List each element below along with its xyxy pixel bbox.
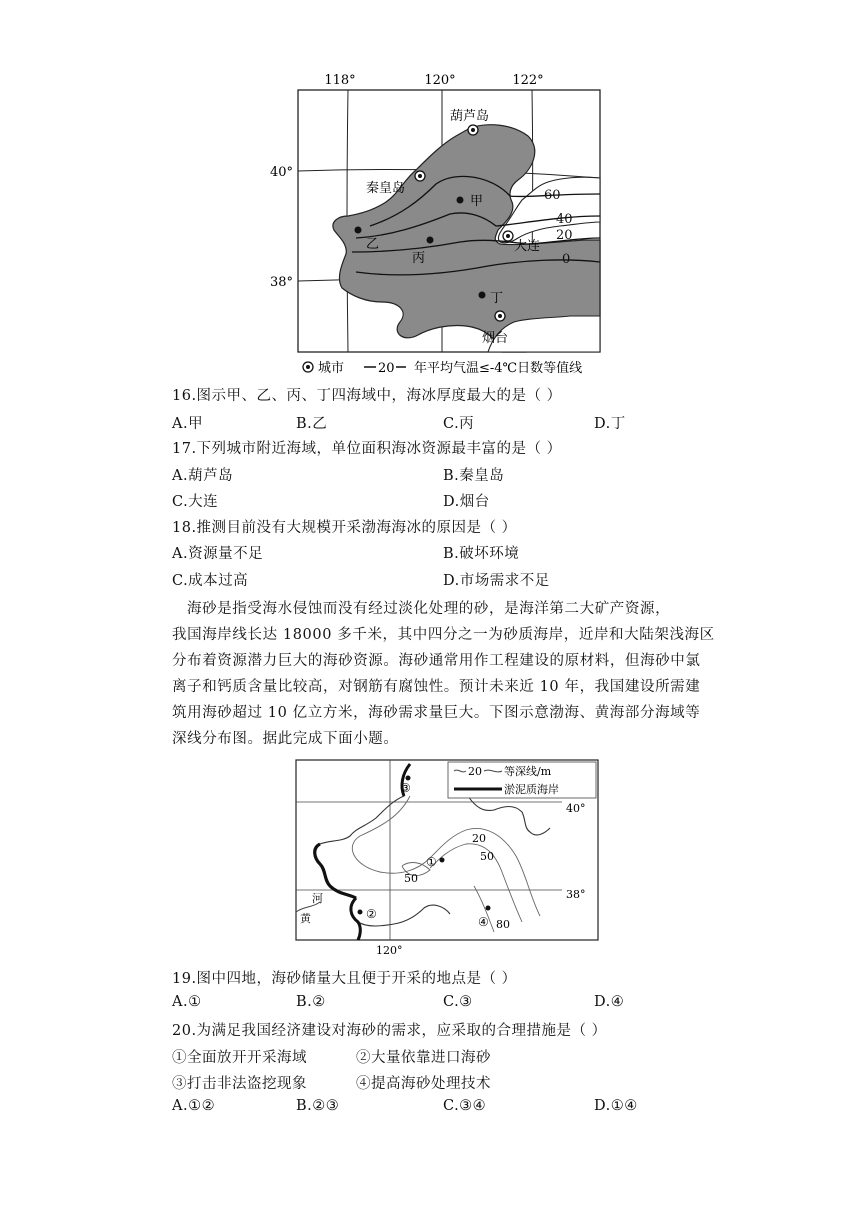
map2-lat-label-38: 38°	[566, 888, 586, 901]
city-label-dalian: 大连	[514, 239, 541, 254]
city-marker-qinhuangdao	[415, 171, 425, 181]
point-yi-label: 乙	[366, 237, 380, 252]
q18-option-a[interactable]: A.资源量不足	[172, 546, 264, 562]
map2-site-4-label: ④	[478, 915, 489, 929]
q18-option-c[interactable]: C.成本过高	[172, 573, 249, 589]
city-label-qinhuangdao: 秦皇岛	[366, 181, 406, 196]
map2-legend-coast-text: 淤泥质海岸	[504, 783, 559, 796]
q17-option-c[interactable]: C.大连	[172, 494, 219, 510]
passage-line-5: 筑用海砂超过 10 亿立方米，海砂需求量巨大。下图示意渤海、黄海部分海域等	[172, 705, 701, 721]
lon-label-118: 118°	[324, 73, 356, 88]
q16-option-b[interactable]: B.乙	[296, 416, 328, 432]
lon-label-120: 120°	[424, 73, 456, 88]
passage-line-4: 离子和钙质含量比较高，对钢筋有腐蚀性。预计未来近 10 年，我国建设所需建	[172, 679, 701, 695]
q16-stem: 16.图示甲、乙、丙、丁四海域中，海冰厚度最大的是（ ）	[172, 388, 562, 404]
q19-option-b[interactable]: B.②	[296, 994, 326, 1010]
q20-option-c[interactable]: C.③④	[443, 1098, 487, 1114]
map2-river-char-2: 黄	[300, 912, 311, 925]
q19-stem: 19.图中四地，海砂储量大且便于开采的地点是（ ）	[172, 971, 517, 987]
point-jia-label: 甲	[470, 194, 484, 209]
q17-option-b[interactable]: B.秦皇岛	[443, 468, 505, 484]
contour-label-60: 60	[544, 188, 561, 203]
q20-option-d[interactable]: D.①④	[594, 1098, 638, 1114]
legend-line-value: 20	[378, 361, 395, 376]
passage-line-6: 深线分布图。据此完成下面小题。	[172, 731, 399, 747]
bohai-sea-ice-map	[260, 66, 620, 382]
point-yi-dot	[355, 227, 362, 234]
legend-city-label: 城市	[318, 361, 345, 376]
q19-option-a[interactable]: A.①	[172, 994, 202, 1010]
q20-option-b[interactable]: B.②③	[296, 1098, 340, 1114]
lat-label-38: 38°	[270, 275, 294, 290]
map2-site-3-dot	[406, 776, 411, 781]
q16-option-a[interactable]: A.甲	[172, 416, 204, 432]
passage-line-1: 海砂是指受海水侵蚀而没有经过淡化处理的砂，是海洋第二大矿产资源，	[187, 601, 671, 617]
city-marker-yantai	[495, 311, 505, 321]
q20-statement-3: ③打击非法盗挖现象	[172, 1076, 307, 1092]
point-ding-label: 丁	[490, 291, 504, 306]
city-marker-huludao	[468, 125, 478, 135]
q20-stem: 20.为满足我国经济建设对海砂的需求，应采取的合理措施是（ ）	[172, 1023, 607, 1039]
map2-site-4-dot	[486, 906, 491, 911]
map2-site-3-label: ③	[400, 781, 411, 795]
lon-label-122: 122°	[512, 73, 544, 88]
q17-option-a[interactable]: A.葫芦岛	[172, 468, 234, 484]
q19-option-c[interactable]: C.③	[443, 994, 473, 1010]
q19-option-d[interactable]: D.④	[594, 994, 625, 1010]
q18-stem: 18.推测目前没有大规模开采渤海海冰的原因是（ ）	[172, 520, 517, 536]
map2-depth-label-80: 80	[496, 918, 510, 931]
contour-label-0: 0	[562, 252, 571, 267]
map2-depth-label-50-west: 50	[404, 872, 418, 885]
point-jia-dot	[457, 197, 464, 204]
q20-statement-2: ②大量依靠进口海砂	[356, 1050, 491, 1066]
q18-option-b[interactable]: B.破坏环境	[443, 546, 520, 562]
map2-site-1-dot	[440, 858, 445, 863]
map2-site-1-label: ①	[426, 855, 437, 869]
point-bing-dot	[427, 237, 434, 244]
map2-lon-label-120: 120°	[376, 944, 403, 957]
map2-lat-label-40: 40°	[566, 802, 586, 815]
map2-legend-depth-value: 20	[468, 765, 482, 778]
point-bing-label: 丙	[412, 251, 426, 266]
q18-option-d[interactable]: D.市场需求不足	[443, 573, 550, 589]
point-ding-dot	[479, 292, 486, 299]
map2-site-2-dot	[358, 910, 363, 915]
legend-line-text: 年平均气温≤-4℃日数等值线	[414, 361, 583, 376]
map2-depth-label-20: 20	[472, 832, 486, 845]
map2-site-2-label: ②	[366, 907, 377, 921]
city-marker-dalian	[503, 231, 513, 241]
map2-river-char-1: 河	[312, 892, 323, 905]
q17-option-d[interactable]: D.烟台	[443, 494, 490, 510]
legend-city-icon	[303, 362, 313, 372]
map2-depth-label-50-east: 50	[480, 850, 494, 863]
q16-option-d[interactable]: D.丁	[594, 416, 626, 432]
q20-statement-1: ①全面放开开采海域	[172, 1050, 307, 1066]
contour-label-20: 20	[556, 228, 573, 243]
q20-option-a[interactable]: A.①②	[172, 1098, 216, 1114]
bohai-yellow-sea-depth-map	[290, 756, 610, 962]
q16-option-c[interactable]: C.丙	[443, 416, 475, 432]
map2-legend-depth-text: 等深线/m	[504, 765, 552, 778]
q20-statement-4: ④提高海砂处理技术	[356, 1076, 491, 1092]
contour-label-40: 40	[556, 212, 573, 227]
q17-stem: 17.下列城市附近海域，单位面积海冰资源最丰富的是（ ）	[172, 441, 562, 457]
passage-line-3: 分布着资源潜力巨大的海砂资源。海砂通常用作工程建设的原材料，但海砂中氯	[172, 653, 701, 669]
city-label-yantai: 烟台	[482, 331, 509, 346]
lat-label-40: 40°	[270, 165, 294, 180]
city-label-huludao: 葫芦岛	[450, 109, 490, 124]
passage-line-2: 我国海岸线长达 18000 多千米，其中四分之一为砂质海岸，近岸和大陆架浅海区	[172, 627, 715, 643]
